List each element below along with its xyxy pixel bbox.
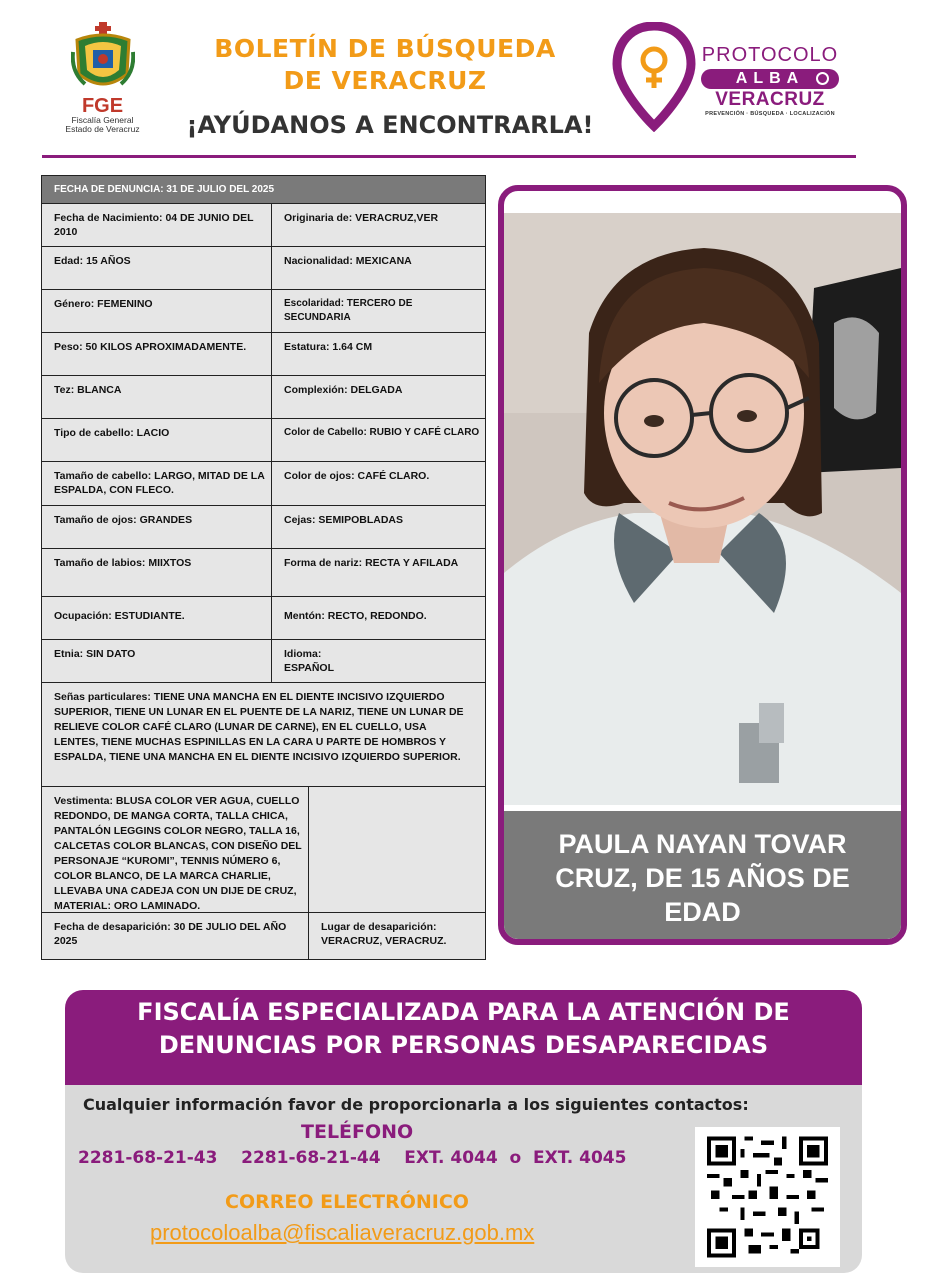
table-row [42,419,485,462]
table-row [42,683,485,787]
origin-cell: Originaria de: VERACRUZ,VER [284,212,439,224]
help-us-title: ¡AYÚDANOS A ENCONTRARLA! [186,111,594,139]
table-row [42,204,485,247]
portrait-illustration [504,213,901,805]
table-row [42,462,485,506]
alba-word: ALBA [735,70,805,87]
hair-type-cell: Tipo de cabello: LACIO [42,419,272,461]
age-cell: Edad: 15 AÑOS [42,247,272,289]
header-divider [42,155,856,158]
occupation-cell: Ocupación: ESTUDIANTE. [42,597,272,639]
bulletin-title-line2: DE VERACRUZ [283,66,487,95]
fiscalia-banner [65,990,862,1085]
fiscalia-line2: DENUNCIAS POR PERSONAS DESAPARECIDAS [158,1031,769,1059]
alba-tagline: PREVENCIÓN · BÚSQUEDA · LOCALIZACIÓN [705,111,835,117]
clothing-cell: Vestimenta: BLUSA COLOR VER AGUA, CUELLO REDONDO, DE MANGA CORTA, TALLA CHICA, PANTALÓN LEGGINS COLOR NEGRO, TALLA 16, CALCETAS COLOR BLANCAS, CON DISEÑO DEL PERSONAJE “KUROMI”, TENNIS NÚMERO 6, COLOR BLANCO, DE LA MARCA CHARLIE, LLEVABA UNA CADEJA CON UN DIJE DE CRUZ, MATERIAL: ORO LAMINADO. [42,787,309,912]
table-row [42,549,485,597]
table-row [42,597,485,640]
language-cell [272,640,484,682]
nationality-cell: Nacionalidad: MEXICANA [284,255,412,267]
table-row [42,247,485,290]
contact-intro: Cualquier información favor de proporcionarla a los siguientes contactos: [83,1095,749,1114]
hair-color-cell: Color de Cabello: RUBIO Y CAFÉ CLARO [284,427,480,438]
table-row [42,640,485,683]
build-cell: Complexión: DELGADA [284,384,403,396]
schooling-cell: Escolaridad: TERCERO DE SECUNDARIA [284,298,413,323]
fge-seal-logo [55,22,150,142]
chin-cell: Mentón: RECTO, REDONDO. [284,610,427,622]
eye-color-cell: Color de ojos: CAFÉ CLARO. [284,470,430,482]
clothing-empty-cell [309,787,484,912]
missing-person-card [498,185,907,945]
eyebrows-cell: Cejas: SEMIPOBLADAS [284,514,404,526]
email-label: CORREO ELECTRÓNICO [225,1191,469,1213]
language-value: ESPAÑOL [284,662,334,674]
table-row [42,333,485,376]
distinguishing-marks-cell: Señas particulares: TIENE UNA MANCHA EN EL DIENTE INCISIVO IZQUIERDO SUPERIOR, TIENE UN LUNAR EN EL PUENTE DE LA NARIZ, TIENE UN LUNAR DE RELIEVE COLOR CAFÉ CLARO (LUNAR DE CARNE), EN EL CUELLO, USA LENTES, TIENE MUCHAS ESPINILLAS EN LA CARA U PARTE DE HOMBROS Y ESPALDA, TIENE UNA MANCHA EN EL DIENTE INCISIVO IZQUIERDO SUPERIOR. [54,691,464,763]
fge-label: FGE [81,95,124,117]
missing-person-photo [504,213,901,805]
table-row [42,376,485,419]
protocolo-alba-text [695,44,845,118]
protocolo-word: PROTOCOLO [701,44,839,66]
email-link[interactable]: protocoloalba@fiscaliaveracruz.gob.mx [150,1220,535,1245]
nose-shape-cell: Forma de nariz: RECTA Y AFILADA [284,557,459,569]
person-data-table [41,175,486,960]
qr-code-icon [707,1135,828,1259]
birth-date-cell: Fecha de Nacimiento: 04 DE JUNIO DEL 2010 [42,204,272,246]
ethnicity-cell: Etnia: SIN DATO [42,640,272,682]
weight-cell: Peso: 50 KILOS APROXIMADAMENTE. [42,333,272,375]
alba-pill [701,69,839,89]
contact-section [65,1085,862,1273]
bulletin-title [180,33,590,97]
table-row [42,787,485,913]
missing-person-name: PAULA NAYAN TOVAR CRUZ, DE 15 AÑOS DE EDAD [504,811,901,939]
coat-of-arms-icon [71,22,135,94]
fge-subtitle-2: Estado de Veracruz [65,124,140,134]
disappearance-place-cell: Lugar de desaparición: VERACRUZ, VERACRUZ. [321,921,447,947]
magnifier-icon [816,72,829,85]
qr-code[interactable] [695,1127,840,1267]
height-cell: Estatura: 1.64 CM [284,341,373,353]
hair-length-cell: Tamaño de cabello: LARGO, MITAD DE LA ESPALDA, CON FLECO. [42,462,272,505]
table-row [42,290,485,333]
language-label: Idioma: [284,648,322,660]
fge-subtitle-1: Fiscalía General [71,115,134,125]
disappearance-date-cell: Fecha de desaparición: 30 DE JULIO DEL AÑO 2025 [42,913,309,959]
fiscalia-line1: FISCALÍA ESPECIALIZADA PARA LA ATENCIÓN DE [137,998,790,1026]
skin-tone-cell: Tez: BLANCA [42,376,272,418]
veracruz-word: VERACRUZ [715,89,825,110]
phone-label: TELÉFONO [301,1121,414,1143]
table-row [42,506,485,549]
lip-size-cell: Tamaño de labios: MIIXTOS [42,549,272,596]
eye-size-cell: Tamaño de ojos: GRANDES [42,506,272,548]
report-date-header: FECHA DE DENUNCIA: 31 DE JULIO DEL 2025 [42,176,485,204]
gender-cell: Género: FEMENINO [42,290,272,332]
bulletin-title-line1: BOLETÍN DE BÚSQUEDA [214,34,556,63]
table-row [42,913,485,959]
phone-numbers[interactable]: 2281-68-21-43 2281-68-21-44 EXT. 4044 o EXT. 4045 [78,1148,627,1168]
